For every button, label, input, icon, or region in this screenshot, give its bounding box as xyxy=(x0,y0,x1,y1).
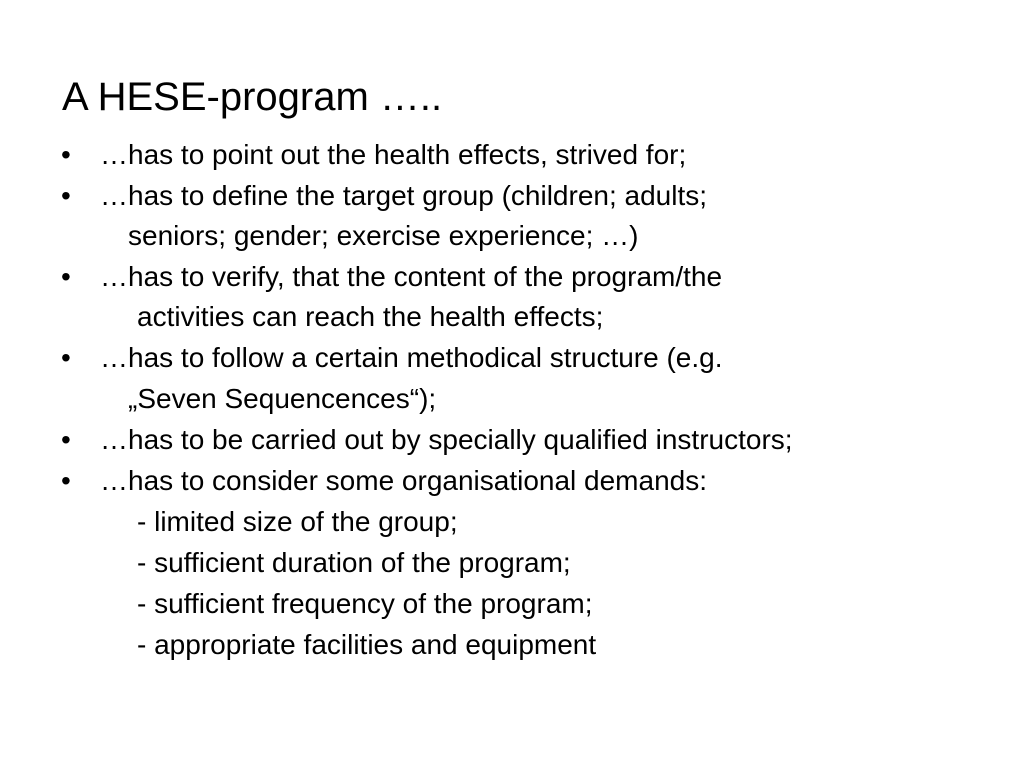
bullet-item-target-group-continued: seniors; gender; exercise experience; …) xyxy=(128,220,639,251)
bullet-marker: • xyxy=(61,180,71,211)
bullet-item-methodical-structure: …has to follow a certain methodical structure (e.g. xyxy=(100,342,723,373)
bullet-item-organisational-demands: …has to consider some organisational demands: xyxy=(100,465,708,496)
sub-item-frequency: - sufficient frequency of the program; xyxy=(137,588,593,619)
bullet-item-qualified-instructors: …has to be carried out by specially qualified instructors; xyxy=(100,424,793,455)
bullet-item-verify-content: …has to verify, that the content of the program/the xyxy=(100,261,723,292)
bullet-marker: • xyxy=(61,424,71,455)
sub-item-duration: - sufficient duration of the program; xyxy=(137,547,571,578)
sub-item-group-size: - limited size of the group; xyxy=(137,506,458,537)
bullet-item-methodical-structure-continued: „Seven Sequencences“); xyxy=(128,383,437,414)
bullet-marker: • xyxy=(61,342,71,373)
bullet-marker: • xyxy=(61,261,71,292)
bullet-marker: • xyxy=(61,139,71,170)
sub-item-facilities: - appropriate facilities and equipment xyxy=(137,629,597,660)
bullet-marker: • xyxy=(61,465,71,496)
slide-title: A HESE-program ….. xyxy=(62,75,443,119)
bullet-item-verify-content-continued: activities can reach the health effects; xyxy=(137,301,604,332)
bullet-item-health-effects: …has to point out the health effects, strived for; xyxy=(100,139,687,170)
bullet-item-target-group: …has to define the target group (children; adults; xyxy=(100,180,708,211)
